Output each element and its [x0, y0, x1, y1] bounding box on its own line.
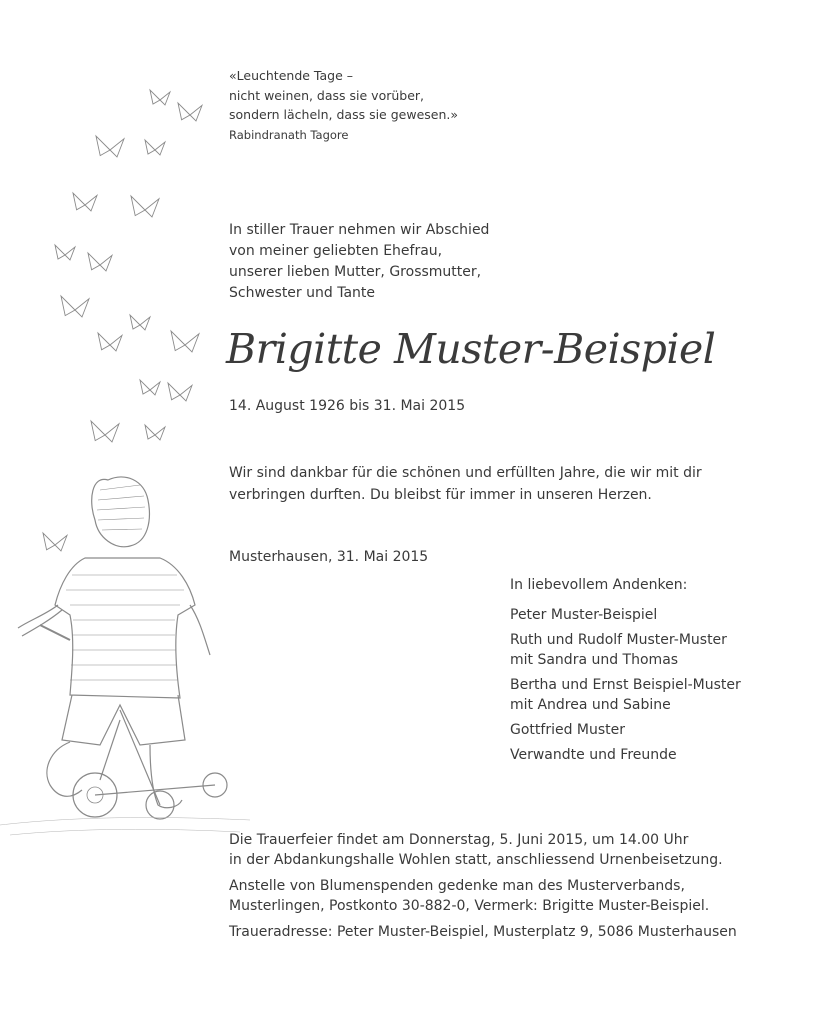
quote-author: Rabindranath Tagore [229, 127, 349, 142]
family-member: Gottfried Muster [510, 722, 626, 738]
intro-line: Schwester und Tante [229, 285, 375, 301]
address-line: Traueradresse: Peter Muster-Beispiel, Musterplatz 9, 5086 Musterhausen [229, 924, 737, 940]
family-member: Ruth und Rudolf Muster-Muster [510, 632, 727, 648]
intro-text [229, 220, 489, 304]
child-tricycle-butterflies-illustration [0, 80, 260, 850]
butterfly-icon [73, 193, 97, 211]
family-group [510, 605, 741, 625]
thanks-line: Wir sind dankbar für die schönen und erfüllten Jahre, die wir mit dir [229, 465, 702, 481]
butterfly-icon [61, 296, 89, 317]
butterfly-icon [98, 333, 122, 351]
address-note [229, 922, 737, 942]
butterfly-icon [91, 421, 119, 442]
butterfly-icon [130, 315, 150, 330]
butterfly-icon [145, 140, 165, 155]
family-member: Verwandte und Freunde [510, 747, 677, 763]
butterfly-icons [43, 90, 202, 551]
butterfly-icon [88, 253, 112, 271]
butterfly-icon [168, 383, 192, 401]
butterfly-icon [178, 103, 202, 121]
ceremony-line: Die Trauerfeier findet am Donnerstag, 5. Juni 2015, um 14.00 Uhr [229, 832, 689, 848]
butterfly-icon [150, 90, 170, 105]
donation-note [229, 876, 737, 916]
butterfly-icon [145, 425, 165, 440]
intro-line: unserer lieben Mutter, Grossmutter, [229, 264, 482, 280]
ceremony-note [229, 830, 737, 870]
butterfly-icon [55, 245, 75, 260]
tricycle [40, 625, 227, 819]
child-figure [18, 477, 210, 808]
thanks-line: verbringen durften. Du bleibst für immer in unseren Herzen. [229, 487, 652, 503]
butterfly-icon [140, 380, 160, 395]
family-heading: In liebevollem Andenken: [510, 577, 688, 593]
family-member: Peter Muster-Beispiel [510, 607, 658, 623]
butterfly-icon [43, 533, 67, 551]
butterfly-icon [171, 331, 199, 352]
family-group [510, 675, 741, 715]
family-group [510, 630, 741, 670]
intro-line: In stiller Trauer nehmen wir Abschied [229, 222, 490, 238]
quote-line: «Leuchtende Tage – [229, 68, 353, 83]
quote-line: nicht weinen, dass sie vorüber, [229, 87, 425, 103]
ceremony-line: in der Abdankungshalle Wohlen statt, anschliessend Urnenbeisetzung. [229, 852, 723, 868]
family-list [510, 575, 741, 770]
intro-line: von meiner geliebten Ehefrau, [229, 243, 443, 259]
quote-line: sondern lächeln, dass sie gewesen.» [229, 107, 459, 122]
family-group [510, 720, 741, 740]
family-member: mit Andrea und Sabine [510, 697, 671, 713]
donation-line: Musterlingen, Postkonto 30-882-0, Vermerk: Brigitte Muster-Beispiel. [229, 898, 710, 914]
butterfly-icon [131, 196, 159, 217]
thanks-text [229, 462, 702, 506]
quote-block [229, 66, 458, 145]
life-dates: 14. August 1926 bis 31. Mai 2015 [229, 398, 466, 414]
family-member: mit Sandra und Thomas [510, 652, 679, 668]
place-date: Musterhausen, 31. Mai 2015 [229, 549, 429, 565]
family-group [510, 745, 741, 765]
deceased-name: Brigitte Muster-Beispiel [226, 325, 716, 373]
donation-line: Anstelle von Blumenspenden gedenke man des Musterverbands, [229, 878, 685, 894]
family-member: Bertha und Ernst Beispiel-Muster [510, 677, 741, 693]
butterfly-icon [96, 136, 124, 157]
closing-notes [229, 830, 737, 948]
